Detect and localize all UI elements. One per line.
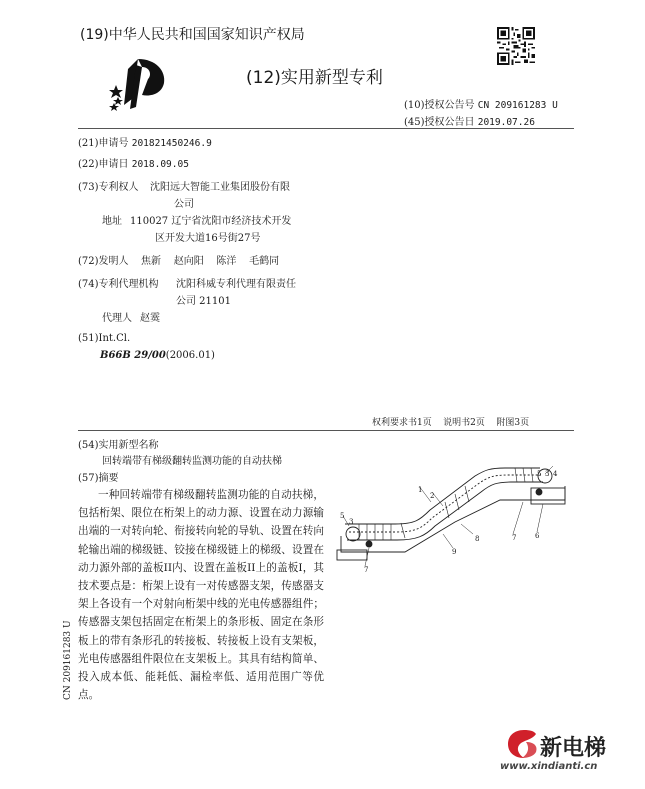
- application-number-label: (21)申请号: [78, 138, 129, 149]
- abstract-label: (57)摘要: [78, 473, 119, 484]
- inventor-label: (72)发明人: [78, 256, 129, 267]
- step-chain: [349, 475, 541, 532]
- authority-title: (19)中华人民共和国国家知识产权局: [80, 27, 305, 43]
- qr-code-icon: [497, 27, 535, 65]
- address-line-2: 区开发大道16号街27号: [155, 233, 261, 244]
- agency-line-1: 沈阳科威专利代理有限责任: [176, 279, 296, 290]
- leader-line-6: [537, 504, 543, 532]
- application-number-row: [78, 134, 212, 149]
- watermark-name: 新电梯: [540, 736, 607, 761]
- leader-line-9: [443, 534, 453, 548]
- document-type: (12)实用新型专利: [246, 68, 383, 88]
- drawing-label-3: 3: [545, 470, 550, 478]
- pages-info: 权利要求书1页 说明书2页 附图3页: [372, 418, 530, 428]
- drawing-label-2: 2: [430, 492, 435, 500]
- utility-model-title: 回转端带有梯级翻转监测功能的自动扶梯: [102, 456, 282, 467]
- inventors: 焦新 赵向阳 陈洋 毛鹤同: [141, 256, 280, 267]
- drawing-label-6: 6: [535, 532, 540, 540]
- drawing-label-5-left: 5: [340, 512, 345, 520]
- agent: 赵霙: [140, 313, 160, 324]
- abstract-text: 一种回转端带有梯级翻转监测功能的自动扶梯，包括桁架、限位在桁架上的动力源、设置在动力源输出端的一对转向轮、衔接转向轮的导轨、设置在转向轮输出端的梯级链、铰接在梯级链上的梯级、设置在动力源外部的盖板II内、设置在盖板II上的盖板I，其技术要点是：桁架上设有一对传感器支架，传感器支架上各设有一个对射向桁架中线的光电传感器组件；传感器支架包括固定在桁架上的条形板、固定在条形板上的带有条形孔的转接板、转接板上设有支架板，光电传感器组件限位在支架板上。其具有结构简单、投入成本低、能耗低、漏检率低、适用范围广等优点。: [78, 489, 324, 702]
- agency-line-2: 公司 21101: [176, 296, 231, 307]
- sensor-upper: [536, 489, 542, 495]
- lower-turn-wheel: [346, 527, 360, 541]
- intcl-row: [100, 350, 215, 361]
- drawing-label-9: 9: [452, 548, 457, 556]
- intcl-code: B66B 29/00: [100, 350, 166, 361]
- section-rule: [78, 430, 574, 431]
- drawing-label-7: 7: [512, 534, 517, 542]
- title-label: (54)实用新型名称: [78, 440, 159, 451]
- patentee-line-1: 沈阳远大智能工业集团股份有限: [150, 182, 290, 193]
- publication-number-label: (10)授权公告号: [404, 100, 475, 111]
- publication-date-label: (45)授权公告日: [404, 117, 475, 128]
- drawing-label-1: 1: [418, 486, 423, 494]
- lower-pit: [337, 550, 367, 560]
- drawing-label-5: 5: [537, 470, 542, 478]
- address-label: 地址: [102, 216, 122, 227]
- sensor-lower: [366, 541, 372, 547]
- side-publication-number: CN 209161283 U: [63, 620, 73, 700]
- leader-line-7: [513, 502, 523, 534]
- agent-label: 代理人: [102, 313, 132, 324]
- publication-date: 2019.07.26: [477, 117, 535, 128]
- application-date-row: [78, 155, 189, 170]
- application-number: 201821450246.9: [131, 138, 212, 149]
- escalator-drawing: [335, 462, 570, 577]
- xindianti-logo-icon: [506, 728, 540, 760]
- escalator-top-rail: [345, 468, 540, 524]
- cnipa-logo-icon: [108, 55, 170, 111]
- publication-number: CN 209161283 U: [477, 100, 558, 111]
- intcl-label: (51)Int.Cl.: [78, 333, 131, 344]
- leader-line-8: [461, 524, 473, 534]
- patentee-label: (73)专利权人: [78, 182, 139, 193]
- publication-date-row: [404, 113, 535, 128]
- address-line-1: 110027 辽宁省沈阳市经济技术开发: [130, 216, 292, 227]
- drawing-label-8: 8: [475, 535, 480, 543]
- drawing-label-4: 4: [553, 470, 558, 478]
- header-rule: [78, 128, 574, 129]
- publication-number-row: [404, 96, 558, 111]
- watermark-url: www.xindianti.cn: [500, 761, 598, 772]
- drawing-label-7-left: 7: [364, 566, 369, 574]
- drawing-label-3-left: 3: [349, 518, 354, 526]
- agency-label: (74)专利代理机构: [78, 279, 159, 290]
- patentee-line-2: 公司: [174, 199, 194, 210]
- application-date: 2018.09.05: [131, 159, 189, 170]
- application-date-label: (22)申请日: [78, 159, 129, 170]
- intcl-year: (2006.01): [165, 350, 215, 361]
